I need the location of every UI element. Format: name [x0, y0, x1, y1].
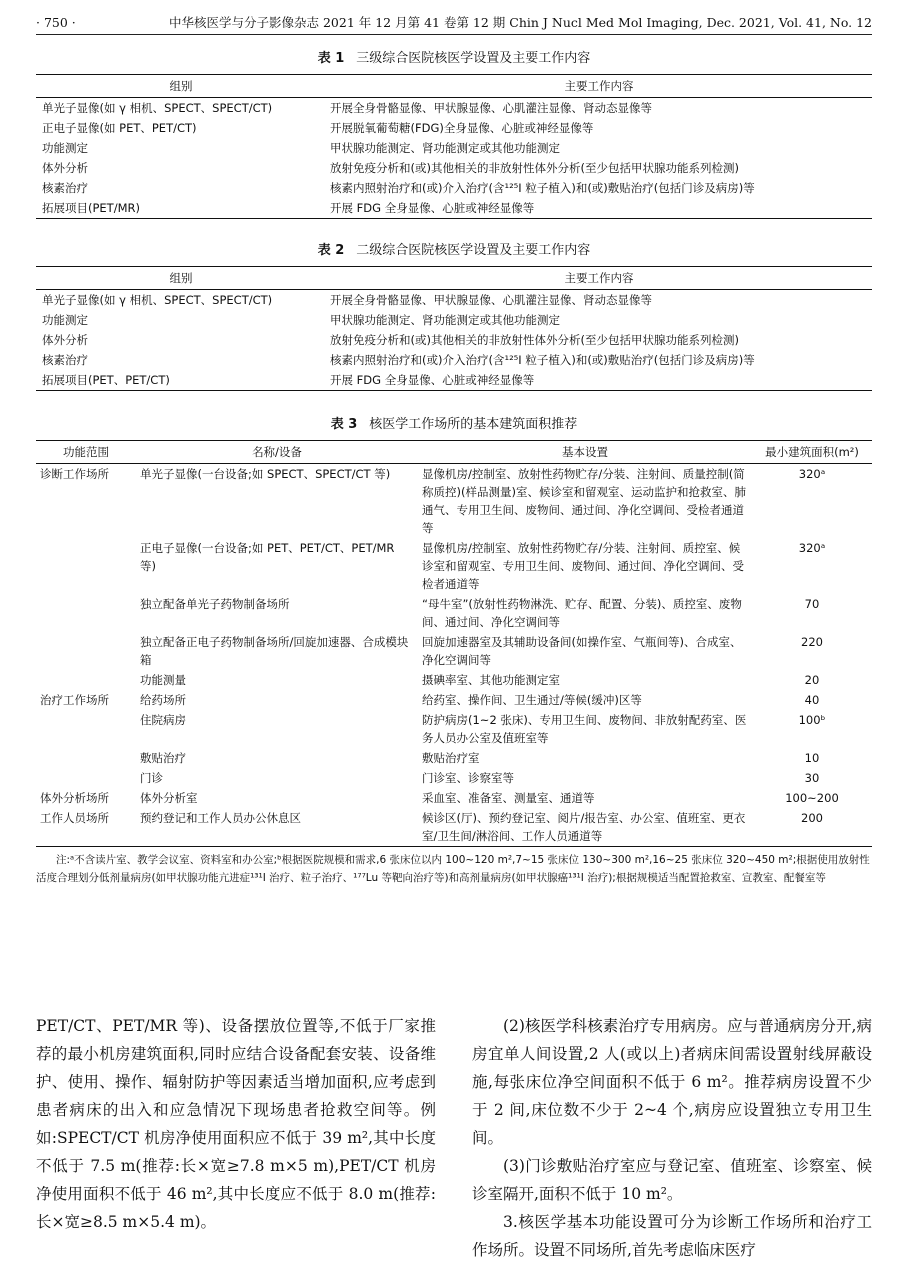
table2-title: 二级综合医院核医学设置及主要工作内容 — [356, 243, 591, 258]
table3-caption — [36, 413, 872, 432]
cell: 单光子显像(如 γ 相机、SPECT、SPECT/CT) — [42, 293, 273, 307]
table-row — [36, 538, 872, 594]
cell: 核素治疗 — [42, 181, 88, 195]
table-row — [36, 748, 872, 768]
running-header — [36, 14, 872, 35]
cell: 诊断工作场所 — [40, 467, 109, 481]
cell: 200 — [752, 808, 872, 847]
cell: 220 — [801, 635, 823, 649]
cell: 体外分析 — [42, 161, 88, 175]
table2-header-content: 主要工作内容 — [326, 267, 872, 290]
right-column — [472, 1012, 872, 1264]
table-row — [36, 290, 872, 311]
table1-header-content: 主要工作内容 — [326, 75, 872, 98]
cell: 功能测量 — [140, 673, 186, 687]
cell: 防护病房(1~2 张床)、专用卫生间、废物间、非放射配药室、医务人员办公室及值班室等 — [422, 713, 747, 745]
cell: 正电子显像(如 PET、PET/CT) — [42, 121, 197, 135]
cell: 核素内照射治疗和(或)介入治疗(含¹²⁵I 粒子植入)和(或)敷贴治疗(包括门诊及病房)等 — [330, 181, 755, 195]
table3-title: 核医学工作场所的基本建筑面积推荐 — [369, 417, 578, 432]
cell — [36, 632, 136, 670]
body-paragraph: (2)核医学科核素治疗专用病房。应与普通病房分开,病房宜单人间设置,2 人(或以上)者病床间需设置射线屏蔽设施,每张床位净空间面积不低于 6 m²。推荐病房设置不少于 2 间,床位数不少于 2~4 个,病房应设置独立专用卫生间。 — [472, 1017, 872, 1147]
cell: 70 — [804, 597, 820, 611]
cell: 显像机房/控制室、放射性药物贮存/分装、注射间、质控室、候诊室和留观室、专用卫生间、废物间、通过间、净化空调间、受检者通道等 — [422, 541, 744, 591]
cell: 正电子显像(一台设备;如 PET、PET/CT、PET/MR 等) — [140, 541, 395, 573]
table-row — [36, 330, 872, 350]
table-row — [36, 808, 872, 847]
table3-number: 表 3 — [330, 417, 358, 432]
table-row — [36, 594, 872, 632]
cell — [36, 710, 136, 748]
cell: 回旋加速器室及其辅助设备间(如操作室、气瓶间等)、合成室、净化空调间等 — [422, 635, 742, 667]
table-row — [36, 370, 872, 391]
cell: 显像机房/控制室、放射性药物贮存/分装、注射间、质量控制(简称质控)(样品测量)室、候诊室和留观室、运动监护和抢救室、肺通气、专用卫生间、废物间、通过间、净化空调间、受检者通道等 — [422, 467, 746, 535]
cell: 拓展项目(PET/MR) — [36, 198, 326, 219]
table3 — [36, 440, 872, 847]
cell: 放射免疫分析和(或)其他相关的非放射性体外分析(至少包括甲状腺功能系列检测) — [330, 161, 739, 175]
table-row — [36, 788, 872, 808]
table3-header-area: 最小建筑面积(m²) — [752, 441, 872, 464]
cell: 预约登记和工作人员办公休息区 — [136, 808, 418, 847]
table-row — [36, 198, 872, 219]
table1 — [36, 74, 872, 219]
table-row — [36, 98, 872, 119]
cell: 320ᵃ — [798, 541, 826, 555]
cell: 甲状腺功能测定、肾功能测定或其他功能测定 — [330, 141, 560, 155]
table1-caption — [36, 47, 872, 66]
body-text — [36, 1012, 872, 1264]
cell — [36, 748, 136, 768]
table-row — [36, 670, 872, 690]
cell: 体外分析室 — [140, 791, 198, 805]
cell: 320ᵃ — [798, 467, 826, 481]
cell: 治疗工作场所 — [40, 693, 109, 707]
cell: 单光子显像(如 γ 相机、SPECT、SPECT/CT) — [42, 101, 273, 115]
cell: 开展全身骨骼显像、甲状腺显像、心肌灌注显像、肾动态显像等 — [330, 293, 652, 307]
table-row — [36, 310, 872, 330]
table3-header-scope: 功能范围 — [36, 441, 136, 464]
cell: 10 — [804, 751, 820, 765]
table1-number: 表 1 — [317, 51, 345, 66]
table-row — [36, 690, 872, 710]
cell: 独立配备正电子药物制备场所/回旋加速器、合成模块箱 — [140, 635, 409, 667]
cell: 独立配备单光子药物制备场所 — [140, 597, 290, 611]
table-row — [36, 158, 872, 178]
cell — [36, 768, 136, 788]
cell: 开展 FDG 全身显像、心脏或神经显像等 — [326, 370, 872, 391]
cell: 敷贴治疗 — [140, 751, 186, 765]
cell: 功能测定 — [42, 141, 88, 155]
body-paragraph: 3.核医学基本功能设置可分为诊断工作场所和治疗工作场所。设置不同场所,首先考虑临床医疗 — [472, 1213, 872, 1259]
cell: 单光子显像(一台设备;如 SPECT、SPECT/CT 等) — [140, 467, 391, 481]
table3-note: 注:ᵃ不含读片室、教学会议室、资料室和办公室;ᵇ根据医院规模和需求,6 张床位以内 100~120 m²,7~15 张床位 130~300 m²,16~25 张床位 320~450 m²;根据使用放射性活度合理划分低剂量病房(如甲状腺功能亢进症¹³¹I 治疗、粒子治疗、¹⁷⁷Lu 等靶向治疗等)和高剂量病房(如甲状腺癌¹³¹I 治疗);根据规模适当配置抢救室、宣教室、配餐室等 — [36, 854, 870, 884]
cell: 摄碘率室、其他功能测定室 — [422, 673, 560, 687]
cell: 敷贴治疗室 — [422, 751, 480, 765]
cell: 门诊 — [140, 771, 163, 785]
page — [36, 14, 872, 887]
cell: 开展 FDG 全身显像、心脏或神经显像等 — [326, 198, 872, 219]
table2-number: 表 2 — [317, 243, 345, 258]
cell: 放射免疫分析和(或)其他相关的非放射性体外分析(至少包括甲状腺功能系列检测) — [330, 333, 739, 347]
cell: “母牛室”(放射性药物淋洗、贮存、配置、分装)、质控室、废物间、通过间、净化空调间等 — [422, 597, 742, 629]
cell: 体外分析场所 — [40, 791, 109, 805]
page-number: · 750 · — [36, 15, 76, 30]
table2-caption — [36, 239, 872, 258]
cell: 20 — [804, 673, 820, 687]
cell: 门诊室、诊察室等 — [422, 771, 514, 785]
cell: 核素治疗 — [42, 353, 88, 367]
table-row — [36, 118, 872, 138]
cell: 100ᵇ — [798, 713, 826, 727]
cell: 核素内照射治疗和(或)介入治疗(含¹²⁵I 粒子植入)和(或)敷贴治疗(包括门诊及病房)等 — [330, 353, 755, 367]
table3-header-name: 名称/设备 — [136, 441, 418, 464]
cell: 给药室、操作间、卫生通过/等候(缓冲)区等 — [422, 693, 642, 707]
cell: 功能测定 — [42, 313, 88, 327]
cell: 开展全身骨骼显像、甲状腺显像、心肌灌注显像、肾动态显像等 — [330, 101, 652, 115]
table-row — [36, 138, 872, 158]
table1-header-group: 组别 — [36, 75, 326, 98]
body-paragraph: PET/CT、PET/MR 等)、设备摆放位置等,不低于厂家推荐的最小机房建筑面积,同时应结合设备配套安装、设备维护、使用、操作、辐射防护等因素适当增加面积,应考虑到患者病床的出入和应急情况下现场患者抢救空间等。例如:SPECT/CT 机房净使用面积应不低于 39 m²,其中长度不低于 7.5 m(推荐:长×宽≥7.8 m×5 m),PET/CT 机房净使用面积不低于 46 m²,其中长度应不低于 8.0 m(推荐:长×宽≥8.5 m×5.4 m)。 — [36, 1017, 436, 1231]
cell — [36, 538, 136, 594]
table-row — [36, 710, 872, 748]
table2-header-group: 组别 — [36, 267, 326, 290]
cell — [36, 670, 136, 690]
table-row — [36, 464, 872, 539]
cell: 甲状腺功能测定、肾功能测定或其他功能测定 — [330, 313, 560, 327]
table-row — [36, 178, 872, 198]
cell: 给药场所 — [140, 693, 186, 707]
table2 — [36, 266, 872, 391]
body-paragraph: (3)门诊敷贴治疗室应与登记室、值班室、诊察室、候诊室隔开,面积不低于 10 m²。 — [472, 1157, 872, 1203]
cell: 住院病房 — [140, 713, 186, 727]
cell: 40 — [804, 693, 820, 707]
table-row — [36, 350, 872, 370]
cell: 候诊区(厅)、预约登记室、阅片/报告室、办公室、值班室、更衣室/卫生间/淋浴间、工作人员通道等 — [418, 808, 752, 847]
cell: 开展脱氧葡萄糖(FDG)全身显像、心脏或神经显像等 — [330, 121, 594, 135]
cell: 100~200 — [785, 791, 839, 805]
cell: 工作人员场所 — [36, 808, 136, 847]
cell: 30 — [804, 771, 820, 785]
table-row — [36, 768, 872, 788]
table-row — [36, 632, 872, 670]
cell: 采血室、准备室、测量室、通道等 — [422, 791, 595, 805]
left-column — [36, 1012, 436, 1264]
table1-title: 三级综合医院核医学设置及主要工作内容 — [356, 51, 591, 66]
journal-info: 中华核医学与分子影像杂志 2021 年 12 月第 41 卷第 12 期 Chin J Nucl Med Mol Imaging, Dec. 2021, Vol. 41, No. 12 — [168, 15, 872, 30]
cell: 拓展项目(PET、PET/CT) — [36, 370, 326, 391]
cell: 体外分析 — [42, 333, 88, 347]
table3-header-setup: 基本设置 — [418, 441, 752, 464]
cell — [36, 594, 136, 632]
